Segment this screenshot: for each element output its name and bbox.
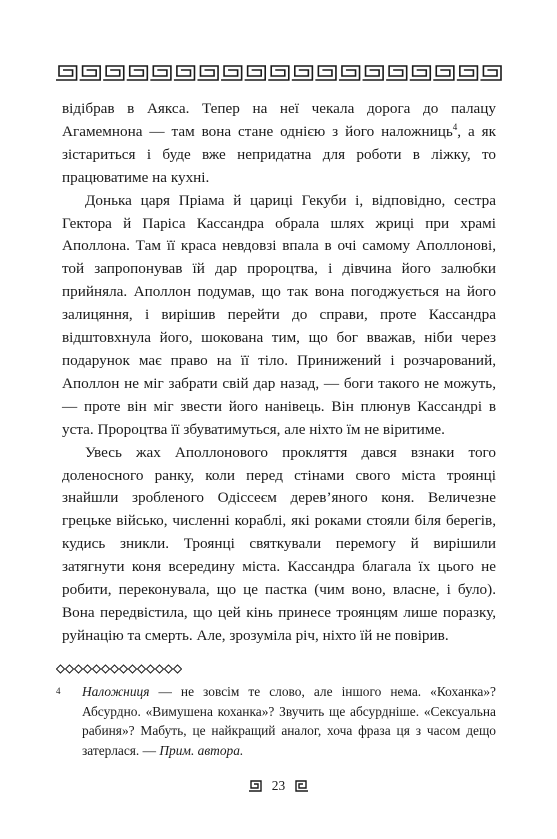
greek-key-pattern [56,66,501,80]
divider-diamond [102,665,110,673]
greek-key-left-ornament [248,780,266,792]
divider-diamond [93,665,101,673]
divider-diamond [129,665,137,673]
footnote-text: — не зовсім те слово, але іншого нема. «Коханка»? Абсурдно. «Вимушена коханка»? Звучить ще абсурдніше. «Сексуальна рабиня»? Мабуть, це найкращий аналог, хоча фраза ця з часом дещо затерлася. — [82,684,496,758]
diamond-divider [56,664,182,674]
paragraph-1 [62,98,496,190]
divider-diamond [138,665,146,673]
greek-key-right-ornament [291,780,309,792]
page-footer [0,778,557,797]
greek-key-border [55,64,503,82]
page-number: 23 [271,778,286,793]
footnote-attribution: Прим. автора. [159,742,244,758]
divider-diamond [174,665,182,673]
divider-diamond [147,665,155,673]
footnote-term: Наложниця [82,684,150,699]
footnote-reference[interactable]: 4 [452,121,458,132]
divider-diamond [156,665,164,673]
paragraph-3: Увесь жах Аполлонового прокляття дався взнаки того доленосного ранку, коли перед стінами свого міста троянці знайшли зробленого Одіссеєм дерев’яного коня. Величезне грецьке військо, численні кораблі, які роками стояли біля берегів, кудись зникли. Троянці святкували перемогу й вирішили затягнути коня всередину міста. Кассандра благала їх цього не робити, переконувала, що це пастка (чим воно, власне, і було). Вона передвістила, що цей кінь принесе троянцям лише поразку, руйнацію та смерть. Але, зрозуміла річ, ніхто їй не повірив. [62,443,496,644]
divider-diamond [57,665,65,673]
divider-diamond [66,665,74,673]
body-text [62,98,496,648]
divider-diamond [84,665,92,673]
footnote-number: 4 [56,686,61,696]
paragraph-2: Донька царя Пріама й цариці Гекуби і, відповідно, сестра Гектора й Паріса Кассандра обрала шлях жриці при храмі Аполлона. Там її краса невдовзі впала в очі самому Аполлонові, той запропонував їй дар пророцтва, і дівчина його залюбки прийняла. Аполлон подумав, що так вона погоджується на його залицяння, і вирішив перейти до справи, проте Кассандра відштовхнула його, шокована тим, що бог вважав, ніби через подарунок має право на її тіло. Принижений і розчарований, Аполлон не міг забрати свій дар назад, — боги такого не можуть, — проте він міг звести його нанівець. Він плюнув Кассандрі в уста. Пророцтва її збуватимуться, але ніхто їм не віритиме. [62,191,496,438]
divider-diamond [165,665,173,673]
divider-diamond [75,665,83,673]
divider-diamond [120,665,128,673]
footnote [56,682,496,760]
footnote-body [82,682,496,760]
divider-diamond [111,665,119,673]
paragraph-1-text: відібрав в Аякса. Тепер на неї чекала дорога до палацу Агамемнона — там вона стане однією з його наложниць [62,100,496,140]
paragraph-1-text-end: , а як зістариться і буде вже непридатна для роботи в ліжку, то працюватиме на кухні. [62,122,497,186]
